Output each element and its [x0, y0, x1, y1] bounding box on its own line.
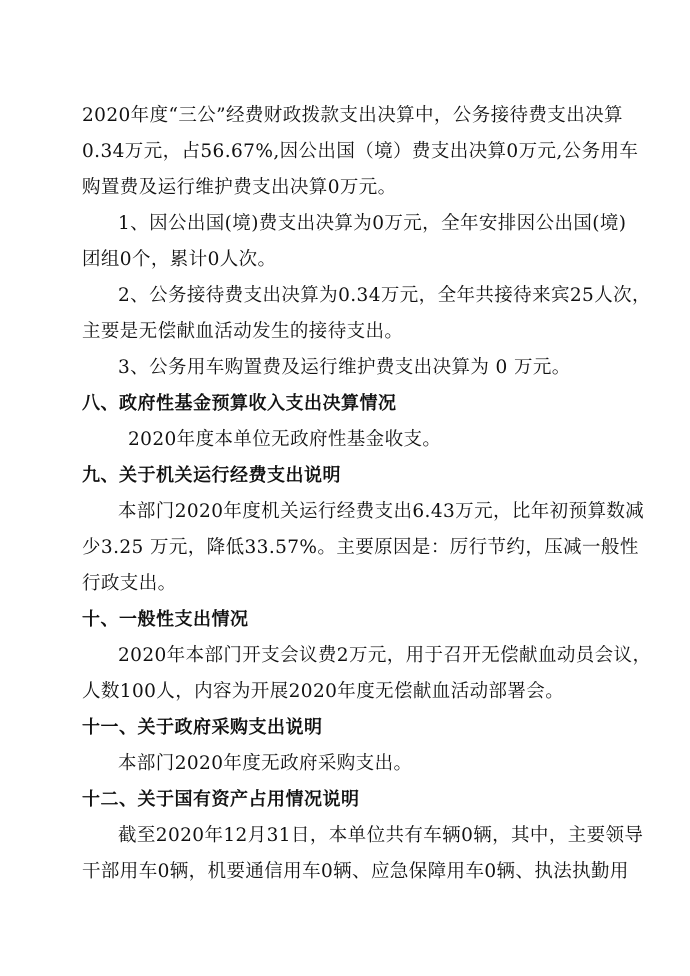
- paragraph-line: 1、因公出国(境)费支出决算为0万元，全年安排因公出国(境): [118, 213, 627, 234]
- paragraph-line: 2020年度本单位无政府性基金收支。: [128, 429, 442, 450]
- paragraph-line: 团组0个，累计0人次。: [82, 249, 277, 270]
- paragraph-line: 购置费及运行维护费支出决算0万元。: [82, 177, 397, 198]
- paragraph-line: 行政支出。: [82, 573, 177, 594]
- section-heading: 十二、关于国有资产占用情况说明: [82, 789, 360, 810]
- paragraph-line: 人数100人，内容为开展2020年度无偿献血活动部署会。: [82, 681, 565, 702]
- paragraph-line: 2、公务接待费支出决算为0.34万元，全年共接待来宾25人次，: [118, 285, 651, 306]
- paragraph-line: 2020年本部门开支会议费2万元，用于召开无偿献血动员会议，: [118, 645, 652, 666]
- section-heading: 十一、关于政府采购支出说明: [82, 717, 323, 738]
- paragraph-line: 少3.25 万元，降低33.57%。主要原因是：厉行节约，压减一般性: [82, 537, 639, 558]
- paragraph-line: 本部门2020年度无政府采购支出。: [118, 753, 413, 774]
- paragraph-line: 0.34万元，占56.67%,因公出国（境）费支出决算0万元,公务用车: [82, 141, 639, 162]
- paragraph-line: 截至2020年12月31日，本单位共有车辆0辆，其中，主要领导: [118, 825, 644, 846]
- paragraph-line: 干部用车0辆，机要通信用车0辆、应急保障用车0辆、执法执勤用: [82, 861, 629, 882]
- section-heading: 九、关于机关运行经费支出说明: [82, 465, 341, 486]
- paragraph-line: 本部门2020年度机关运行经费支出6.43万元，比年初预算数减: [118, 501, 645, 522]
- paragraph-line: 2020年度“三公”经费财政拨款支出决算中，公务接待费支出决算: [82, 105, 623, 126]
- paragraph-line: 3、公务用车购置费及运行维护费支出决算为 0 万元。: [118, 357, 571, 378]
- section-heading: 八、政府性基金预算收入支出决算情况: [82, 393, 397, 414]
- paragraph-line: 主要是无偿献血活动发生的接待支出。: [82, 321, 404, 342]
- section-heading: 十、一般性支出情况: [82, 609, 249, 630]
